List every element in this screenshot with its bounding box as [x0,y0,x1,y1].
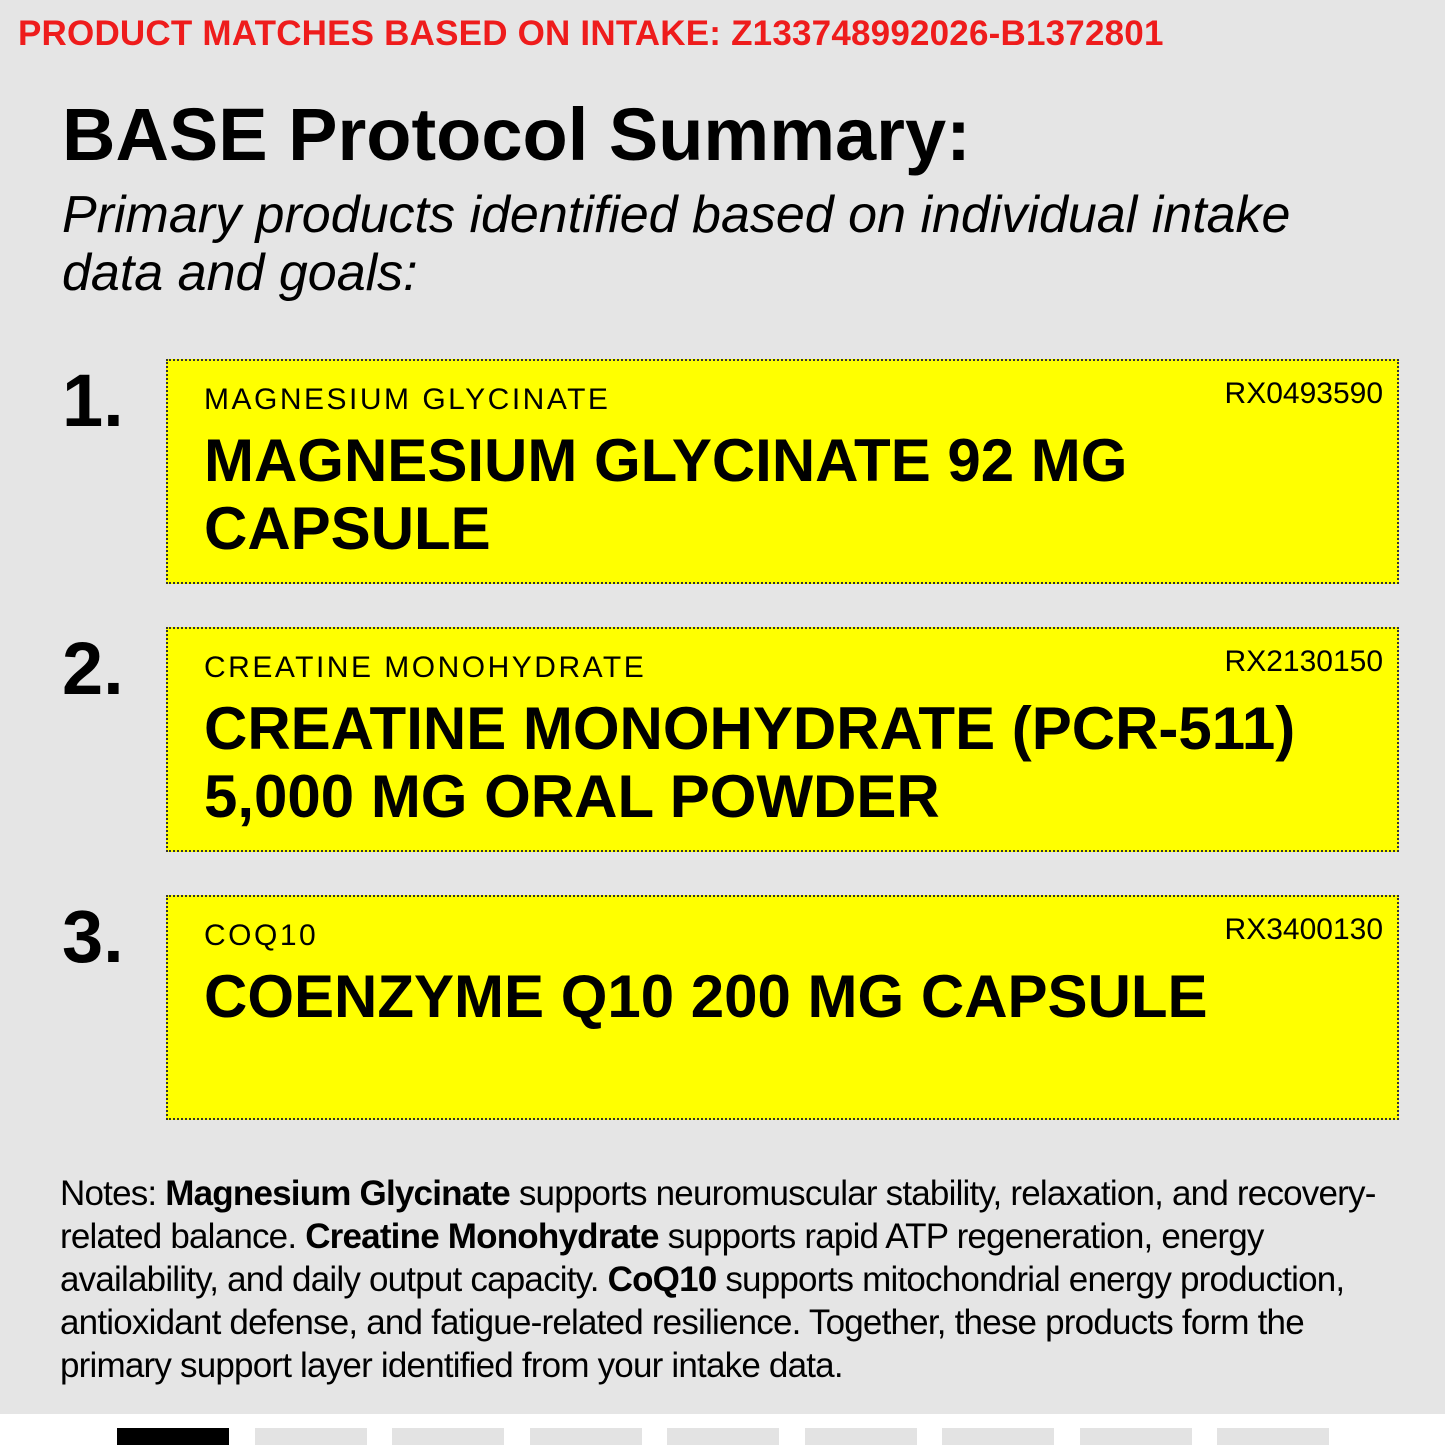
product-rx-code: RX3400130 [1224,913,1383,946]
pagination-indicator-3[interactable] [392,1428,504,1445]
product-number-3: 3. [62,895,124,978]
notes-paragraph [60,1172,1400,1387]
pagination-indicator-7[interactable] [942,1428,1054,1445]
product-number-2: 2. [62,627,124,710]
pagination-indicator-6[interactable] [805,1428,917,1445]
pagination-indicator-1[interactable] [117,1428,229,1445]
notes-coq10-highlight: CoQ10 [607,1260,717,1299]
pagination-indicator-2[interactable] [255,1428,367,1445]
notes-magnesium-text: supports neuromuscular stability, relaxation, and recovery-related balance. [60,1174,1376,1256]
intake-match-code: PRODUCT MATCHES BASED ON INTAKE: Z133748992026-B1372801 [18,14,1164,53]
page-subtitle: Primary products identified based on individual intake data and goals: [62,186,1291,302]
product-card-3 [166,895,1399,1120]
notes-prefix: Notes: [60,1174,166,1213]
notes-creatine-text: supports rapid ATP regeneration, energy availability, and daily output capacity. [60,1217,1264,1299]
pagination-indicator-9[interactable] [1217,1428,1329,1445]
notes-magnesium-highlight: Magnesium Glycinate [165,1174,510,1213]
notes-coq10-text: supports mitochondrial energy production, antioxidant defense, and fatigue-related resilience. Together, these products form the primary support layer identified from your intake data. [60,1260,1345,1385]
pagination-indicator-5[interactable] [667,1428,779,1445]
notes-creatine-highlight: Creatine Monohydrate [305,1217,659,1256]
product-category: COQ10 [204,919,319,952]
product-category: CREATINE MONOHYDRATE [204,651,647,684]
product-card-1 [166,359,1399,584]
product-rx-code: RX0493590 [1224,377,1383,410]
pagination-bar [0,1414,1445,1445]
pagination-indicator-8[interactable] [1080,1428,1192,1445]
product-rx-code: RX2130150 [1224,645,1383,678]
product-name: CREATINE MONOHYDRATE (PCR-511) 5,000 MG ORAL POWDER [204,695,1296,830]
product-name: COENZYME Q10 200 MG CAPSULE [204,963,1208,1030]
page-title: BASE Protocol Summary: [62,93,971,176]
product-card-2 [166,627,1399,852]
product-number-1: 1. [62,359,124,442]
product-category: MAGNESIUM GLYCINATE [204,383,611,416]
pagination-indicator-4[interactable] [530,1428,642,1445]
product-name: MAGNESIUM GLYCINATE 92 MG CAPSULE [204,427,1128,562]
